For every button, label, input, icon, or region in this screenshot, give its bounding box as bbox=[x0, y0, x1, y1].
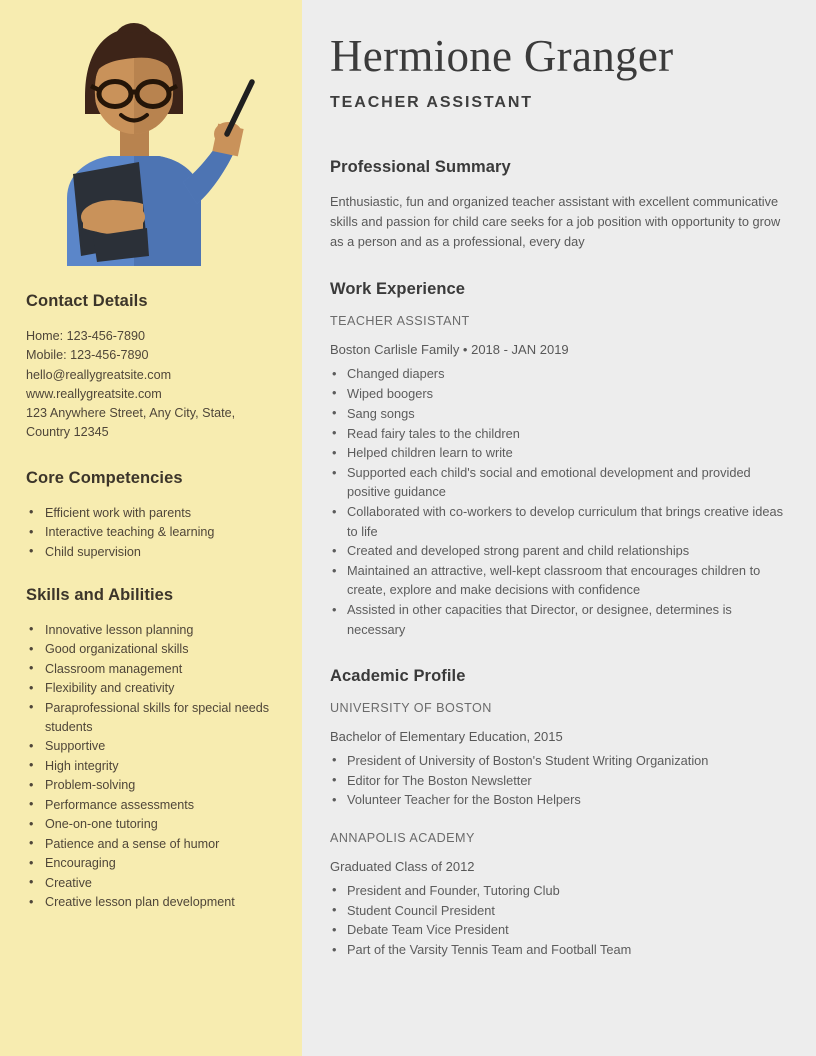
professional-summary-heading: Professional Summary bbox=[330, 158, 511, 177]
list-item: • Creative bbox=[26, 874, 276, 893]
contact-mobile: Mobile: 123-456-7890 bbox=[26, 348, 149, 363]
list-item: • Sang songs bbox=[330, 404, 786, 423]
degree-detail: Graduated Class of 2012 bbox=[330, 858, 475, 874]
degree-detail: Bachelor of Elementary Education, 2015 bbox=[330, 728, 563, 744]
page-title: Hermione Granger bbox=[330, 31, 674, 81]
list-item: • Student Council President bbox=[330, 901, 786, 920]
list-item: • Child supervision bbox=[26, 543, 276, 562]
list-item: • Efficient work with parents bbox=[26, 504, 276, 523]
list-item: • Paraprofessional skills for special needs students bbox=[26, 699, 276, 737]
list-item: • One-on-one tutoring bbox=[26, 815, 276, 834]
professional-summary-text: Enthusiastic, fun and organized teacher assistant with excellent communicative skills and passion for child care seeks for a job position with opportunity to grow as a person and as a professional, every day bbox=[330, 194, 781, 249]
contact-section bbox=[26, 292, 276, 443]
list-item: • Supported each child's social and emotional development and provided positive guidance bbox=[330, 463, 786, 502]
list-item: • Changed diapers bbox=[330, 364, 786, 383]
academic-profile-heading: Academic Profile bbox=[330, 666, 466, 685]
list-item: • President of University of Boston's Student Writing Organization bbox=[330, 751, 786, 770]
list-item: • Editor for The Boston Newsletter bbox=[330, 771, 786, 790]
contact-email[interactable]: hello@reallygreatsite.com bbox=[26, 367, 172, 382]
list-item: • Innovative lesson planning bbox=[26, 621, 276, 640]
list-item: • President and Founder, Tutoring Club bbox=[330, 881, 786, 900]
work-experience-section bbox=[330, 280, 786, 639]
core-competencies-heading: Core Competencies bbox=[26, 468, 183, 487]
list-item: • Performance assessments bbox=[26, 796, 276, 815]
education-bullets-list bbox=[330, 881, 786, 960]
list-item: • Debate Team Vice President bbox=[330, 920, 786, 939]
list-item: • Read fairy tales to the children bbox=[330, 424, 786, 443]
work-employer-dates: Boston Carlisle Family • 2018 - JAN 2019 bbox=[330, 342, 569, 358]
sidebar bbox=[0, 0, 302, 1056]
school-name: ANNAPOLIS ACADEMY bbox=[330, 830, 475, 845]
education-bullets-list bbox=[330, 751, 786, 810]
list-item: • Supportive bbox=[26, 737, 276, 756]
school-name: UNIVERSITY OF BOSTON bbox=[330, 700, 492, 715]
list-item: • Wiped boogers bbox=[330, 384, 786, 403]
main-content bbox=[302, 0, 816, 1056]
core-competencies-section bbox=[26, 469, 276, 562]
list-item: • Assisted in other capacities that Director, or designee, determines is necessary bbox=[330, 600, 786, 639]
list-item: • Good organizational skills bbox=[26, 640, 276, 659]
list-item: • Classroom management bbox=[26, 660, 276, 679]
education-entry bbox=[330, 701, 786, 810]
contact-address: 123 Anywhere Street, Any City, State, Country 12345 bbox=[26, 406, 236, 440]
list-item: • Encouraging bbox=[26, 854, 276, 873]
list-item: • Volunteer Teacher for the Boston Helpers bbox=[330, 790, 786, 809]
list-item: • Problem-solving bbox=[26, 776, 276, 795]
list-item: • Flexibility and creativity bbox=[26, 679, 276, 698]
work-role: TEACHER ASSISTANT bbox=[330, 314, 470, 329]
contact-heading: Contact Details bbox=[26, 292, 148, 310]
teacher-illustration bbox=[26, 0, 276, 292]
work-bullets-list bbox=[330, 364, 786, 639]
list-item: • Creative lesson plan development bbox=[26, 893, 276, 912]
skills-list bbox=[26, 621, 276, 913]
contact-details bbox=[26, 327, 276, 443]
core-competencies-list bbox=[26, 504, 276, 562]
contact-home: Home: 123-456-7890 bbox=[26, 329, 146, 343]
list-item: • Interactive teaching & learning bbox=[26, 523, 276, 542]
work-experience-heading: Work Experience bbox=[330, 280, 466, 299]
list-item: • Collaborated with co-workers to develop curriculum that brings creative ideas to life bbox=[330, 502, 786, 541]
list-item: • Maintained an attractive, well-kept classroom that encourages children to create, explore and make decisions with confidence bbox=[330, 561, 786, 600]
academic-profile-section bbox=[330, 667, 786, 960]
list-item: • Helped children learn to write bbox=[330, 443, 786, 462]
skills-heading: Skills and Abilities bbox=[26, 585, 174, 604]
job-title: TEACHER ASSISTANT bbox=[330, 94, 533, 112]
professional-summary-section bbox=[330, 158, 786, 251]
skills-section bbox=[26, 586, 276, 913]
list-item: • Part of the Varsity Tennis Team and Football Team bbox=[330, 940, 786, 959]
list-item: • Patience and a sense of humor bbox=[26, 835, 276, 854]
contact-website[interactable]: www.reallygreatsite.com bbox=[26, 386, 162, 401]
list-item: • Created and developed strong parent and child relationships bbox=[330, 541, 786, 560]
education-entry bbox=[330, 831, 786, 960]
teacher-illustration-svg bbox=[47, 14, 255, 266]
list-item: • High integrity bbox=[26, 757, 276, 776]
